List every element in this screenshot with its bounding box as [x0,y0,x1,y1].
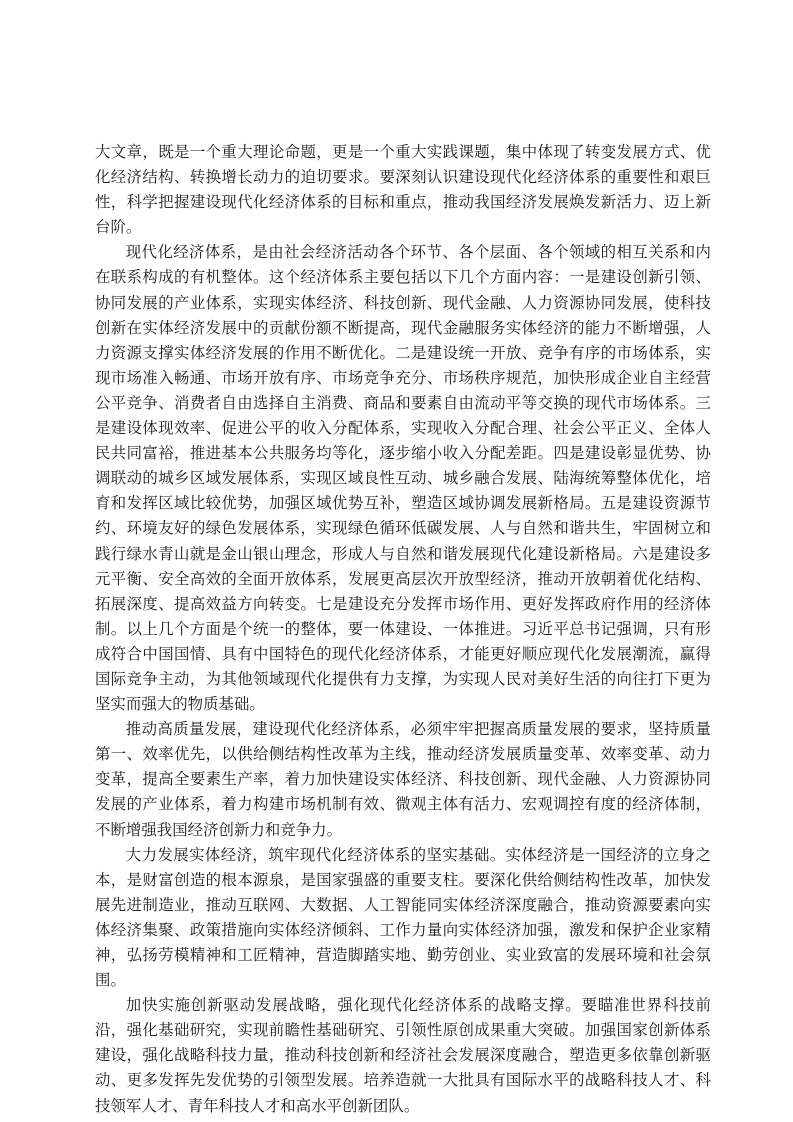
paragraph-3: 推动高质量发展，建设现代化经济体系，必须牢牢把握高质量发展的要求，坚持质量第一、效率优先，以供给侧结构性改革为主线，推动经济发展质量变革、效率变革、动力变革，提高全要素生产率，着力加快建设实体经济、科技创新、现代金融、人力资源协同发展的产业体系，着力构建市场机制有效、微观主体有活力、宏观调控有度的经济体制，不断增强我国经济创新力和竞争力。 [95,720,711,839]
document-body [95,140,711,1119]
paragraph-5: 加快实施创新驱动发展战略，强化现代化经济体系的战略支撑。要瞄准世界科技前沿，强化基础研究，实现前瞻性基础研究、引领性原创成果重大突破。加强国家创新体系建设，强化战略科技力量，推动科技创新和经济社会发展深度融合，塑造更多依靠创新驱动、更多发挥先发优势的引领型发展。培养造就一大批具有国际水平的战略科技人才、科技领军人才、青年科技人才和高水平创新团队。 [95,996,711,1115]
paragraph-1: 大文章，既是一个重大理论命题，更是一个重大实践课题，集中体现了转变发展方式、优化经济结构、转换增长动力的迫切要求。要深刻认识建设现代化经济体系的重要性和艰巨性，科学把握建设现代化经济体系的目标和重点，推动我国经济发展焕发新活力、迈上新台阶。 [95,143,711,237]
paragraph-2: 现代化经济体系，是由社会经济活动各个环节、各个层面、各个领域的相互关系和内在联系构成的有机整体。这个经济体系主要包括以下几个方面内容：一是建设创新引领、协同发展的产业体系，实现实体经济、科技创新、现代金融、人力资源协同发展，使科技创新在实体经济发展中的贡献份额不断提高，现代金融服务实体经济的能力不断增强，人力资源支撑实体经济发展的作用不断优化。二是建设统一开放、竞争有序的市场体系，实现市场准入畅通、市场开放有序、市场竞争充分、市场秩序规范，加快形成企业自主经营公平竞争、消费者自由选择自主消费、商品和要素自由流动平等交换的现代市场体系。三是建设体现效率、促进公平的收入分配体系，实现收入分配合理、社会公平正义、全体人民共同富裕，推进基本公共服务均等化，逐步缩小收入分配差距。四是建设彰显优势、协调联动的城乡区域发展体系，实现区域良性互动、城乡融合发展、陆海统筹整体优化，培育和发挥区域比较优势，加强区域优势互补，塑造区域协调发展新格局。五是建设资源节约、环境友好的绿色发展体系，实现绿色循环低碳发展、人与自然和谐共生，牢固树立和践行绿水青山就是金山银山理念，形成人与自然和谐发展现代化建设新格局。六是建设多元平衡、安全高效的全面开放体系，发展更高层次开放型经济，推动开放朝着优化结构、拓展深度、提高效益方向转变。七是建设充分发挥市场作用、更好发挥政府作用的经济体制。以上几个方面是个统一的整体，要一体建设、一体推进。习近平总书记强调，只有形成符合中国国情、具有中国特色的现代化经济体系，才能更好顺应现代化发展潮流，赢得国际竞争主动，为其他领域现代化提供有力支撑，为实现人民对美好生活的向往打下更为坚实而强大的物质基础。 [95,243,711,714]
paragraph-4: 大力发展实体经济，筑牢现代化经济体系的坚实基础。实体经济是一国经济的立身之本，是财富创造的根本源泉，是国家强盛的重要支柱。要深化供给侧结构性改革，加快发展先进制造业，推动互联网、大数据、人工智能同实体经济深度融合，推动资源要素向实体经济集聚、政策措施向实体经济倾斜、工作力量向实体经济加强，激发和保护企业家精神，弘扬劳模精神和工匠精神，营造脚踏实地、勤劳创业、实业致富的发展环境和社会氛围。 [95,845,711,990]
